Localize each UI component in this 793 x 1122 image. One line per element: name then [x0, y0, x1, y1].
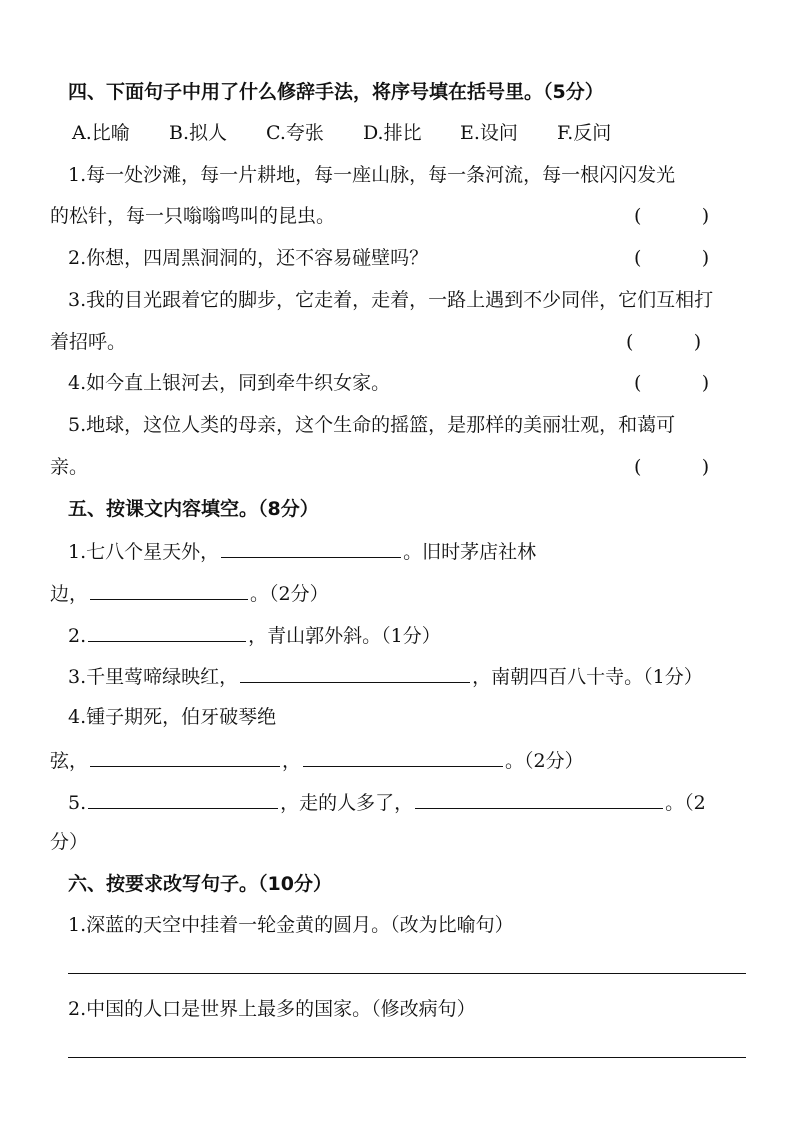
- s4-q1-line2: 的松针，每一只嗡嗡鸣叫的昆虫。: [50, 205, 336, 227]
- s5-q1-text-b: 。旧时茅店社林: [403, 541, 537, 563]
- s5-q4-line2: [50, 746, 584, 774]
- s4-q3-answer-parens[interactable]: ( ): [626, 331, 702, 353]
- s4-q5-line2: 亲。: [50, 456, 89, 478]
- s5-q2-text-a: 2.: [68, 625, 87, 647]
- s5-q1-text-c: 边，: [50, 583, 89, 605]
- s5-q1-blank-2[interactable]: [90, 579, 248, 600]
- s5-q3: [68, 662, 703, 690]
- s5-q1-line1: [68, 537, 536, 565]
- s4-q5-answer-parens[interactable]: ( ): [634, 456, 710, 478]
- s6-q1: 1.深蓝的天空中挂着一轮金黄的圆月。（改为比喻句）: [68, 914, 514, 936]
- s5-q4-text-d: 。（2分）: [505, 750, 584, 772]
- s5-q1-text-d: 。（2分）: [250, 583, 329, 605]
- s6-q2-answer-line[interactable]: [68, 1057, 746, 1058]
- s6-q2: 2.中国的人口是世界上最多的国家。（修改病句）: [68, 998, 476, 1020]
- s4-q2: 2.你想，四周黑洞洞的，还不容易碰壁吗？: [68, 247, 429, 269]
- s5-q1-text-a: 1.七八个星天外，: [68, 541, 220, 563]
- section4-heading: 四、下面句子中用了什么修辞手法，将序号填在括号里。（5分）: [68, 81, 604, 103]
- section6-heading: 六、按要求改写句子。（10分）: [68, 873, 332, 895]
- s5-q5-line1: [68, 788, 706, 816]
- s4-q1-line1: 1.每一处沙滩，每一片耕地，每一座山脉，每一条河流，每一根闪闪发光: [68, 164, 676, 186]
- s5-q4-text-b: 弦，: [50, 750, 89, 772]
- s5-q2-text-b: ，青山郭外斜。（1分）: [248, 625, 441, 647]
- s5-q4-line1: 4.锺子期死，伯牙破琴绝: [68, 706, 277, 728]
- option-e: E.设问: [460, 122, 518, 144]
- option-f: F.反问: [557, 122, 612, 144]
- option-b: B.拟人: [169, 122, 228, 144]
- s5-q1-blank-1[interactable]: [221, 537, 401, 558]
- s5-q3-text-b: ，南朝四百八十寺。（1分）: [472, 666, 703, 688]
- option-a: A.比喻: [72, 122, 130, 144]
- s5-q5-text-b: ，走的人多了，: [280, 792, 414, 814]
- s4-q2-answer-parens[interactable]: ( ): [634, 247, 710, 269]
- s4-q3-line2: 着招呼。: [50, 331, 127, 353]
- s5-q4-blank-1[interactable]: [90, 746, 280, 767]
- s5-q5-line2: 分）: [50, 831, 89, 853]
- section5-heading: 五、按课文内容填空。（8分）: [68, 498, 319, 520]
- s4-q4-answer-parens[interactable]: ( ): [634, 372, 710, 394]
- s5-q5-text-a: 5.: [68, 792, 87, 814]
- rhetoric-options: [72, 120, 611, 146]
- s5-q2-blank[interactable]: [88, 621, 246, 642]
- s5-q4-blank-2[interactable]: [303, 746, 503, 767]
- s5-q3-text-a: 3.千里莺啼绿映红，: [68, 666, 239, 688]
- s5-q1-line2: [50, 579, 329, 607]
- s5-q5-blank-1[interactable]: [88, 788, 278, 809]
- s5-q4-text-c: ，: [282, 750, 302, 772]
- s4-q1-answer-parens[interactable]: ( ): [634, 205, 710, 227]
- option-d: D.排比: [363, 122, 422, 144]
- s4-q5-line1: 5.地球，这位人类的母亲，这个生命的摇篮，是那样的美丽壮观，和蔼可: [68, 414, 676, 436]
- s5-q5-blank-2[interactable]: [415, 788, 663, 809]
- s5-q2: [68, 621, 441, 649]
- option-c: C.夸张: [266, 122, 324, 144]
- s6-q1-answer-line[interactable]: [68, 973, 746, 974]
- s4-q3-line1: 3.我的目光跟着它的脚步，它走着，走着，一路上遇到不少同伴，它们互相打: [68, 289, 714, 311]
- s5-q3-blank[interactable]: [240, 662, 470, 683]
- s4-q4: 4.如今直上银河去，同到牵牛织女家。: [68, 372, 391, 394]
- s5-q5-text-c: 。（2: [665, 792, 706, 814]
